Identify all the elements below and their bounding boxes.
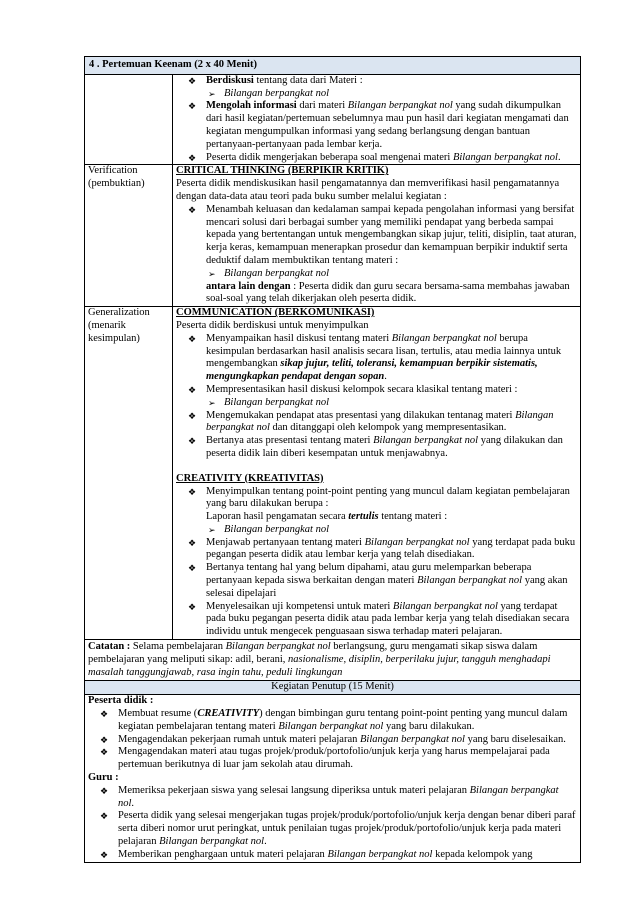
text-run: sikap jujur, teliti, toleransi, kemampuan berpikir sistematis, mengungkapkan pendapat dengan sopan bbox=[206, 358, 538, 383]
diamond-bullet-item bbox=[176, 562, 577, 600]
closing-header: Kegiatan Penutup (15 Menit) bbox=[85, 681, 581, 695]
text-run: Berdiskusi bbox=[206, 74, 254, 86]
text-run: Bilangan berpangkat nol bbox=[224, 87, 329, 99]
text-run: Mengagendakan pekerjaan rumah untuk materi pelajaran bbox=[118, 733, 360, 745]
diamond-bullet-item bbox=[88, 849, 577, 862]
text-run: Menyimpulkan tentang point-point penting yang muncul dalam kegiatan pembelajaran yang baru dilakukan berupa : bbox=[206, 485, 570, 510]
indented-paragraph bbox=[176, 511, 577, 524]
text-run: dan ditanggapi oleh kelompok yang mempresentasikan. bbox=[269, 422, 507, 434]
text-run: Bilangan berpangkat nol bbox=[225, 641, 331, 653]
text-run: Guru : bbox=[88, 772, 119, 784]
arrow-bullet-item bbox=[176, 397, 577, 410]
text-run: Mengagendakan materi atau tugas projek/produk/portofolio/unjuk kerja yang harus mempelajarai pada pertemuan berikutnya di luar jam sekolah atau dirumah. bbox=[118, 746, 550, 771]
text-run: Bilangan berpangkat nol bbox=[224, 396, 329, 408]
text-run: yang baru dilakukan. bbox=[383, 720, 475, 732]
diamond-bullet-item bbox=[88, 734, 577, 747]
arrow-bullet-item bbox=[176, 88, 577, 101]
text-run: yang terdapat pada buku pegangan peserta didik atau pada lembar kerja yang telah disediakan secara individu untuk mengecek penguasaan siswa terhadap materi pelajaran. bbox=[206, 600, 570, 638]
text-run: Memberikan penghargaan untuk materi pelajaran bbox=[118, 848, 328, 860]
text-run: CREATIVITY bbox=[197, 708, 260, 720]
diamond-bullet-item bbox=[176, 75, 577, 88]
text-run: Peserta didik mendiskusikan hasil pengamatannya dan memverifikasi hasil pengamatannya dengan data-data atau teori pada buku sumber melalui kegiatan : bbox=[176, 178, 560, 202]
meeting-header: 4 . Pertemuan Keenam (2 x 40 Menit) bbox=[85, 57, 581, 75]
verification-label: Verification (pembuktian) bbox=[85, 165, 173, 307]
text-run: yang baru diselesaikan. bbox=[464, 733, 566, 745]
text-run: . bbox=[384, 371, 387, 383]
generalization-list bbox=[176, 307, 577, 639]
arrow-bullet-item bbox=[176, 524, 577, 537]
text-run: Bilangan berpangkat nol bbox=[206, 409, 554, 434]
catatan-text bbox=[88, 641, 551, 678]
text-run: berupa kesimpulan berdasarkan hasil analisis secara lisan, tertulis, atau media lainnya untuk mengembangkan bbox=[206, 332, 562, 370]
paragraph bbox=[88, 695, 577, 708]
text-run: Menambah keluasan dan kedalaman sampai kepada pengolahan informasi yang bersifat mencari solusi dari berbagai sumber yang memiliki pendapat yang berbeda sampai kepada yang bertentangan untuk mengembangkan sikap jujur, teliti, disiplin, taat aturan, kerja keras, kemampuan menerapkan prosedur dan kemampuan berpikir induktif serta deduktif dalam membuktikan tentang materi : bbox=[206, 203, 577, 266]
text-run: yang terdapat pada buku pegangan peserta didik atau lembar kerja yang telah disediakan. bbox=[206, 536, 576, 561]
text-run: Menjawab pertanyaan tentang materi bbox=[206, 536, 365, 548]
text-run: Bilangan berpangkat nol bbox=[224, 523, 329, 535]
text-run: ) dengan bimbingan guru tentang point-point penting yang muncul dalam kegiatan pembelajaran tentang materi bbox=[118, 708, 568, 732]
paragraph bbox=[88, 772, 577, 785]
text-run: COMMUNICATION (BERKOMUNIKASI) bbox=[176, 307, 375, 319]
text-run: Peserta didik : bbox=[88, 695, 154, 707]
arrow-bullet-item bbox=[176, 268, 577, 281]
diamond-bullet-item bbox=[176, 152, 577, 165]
text-run: Peserta didik berdiskusi untuk menyimpulkan bbox=[176, 319, 369, 331]
lesson-table bbox=[84, 56, 581, 863]
text-run: Catatan : bbox=[88, 641, 131, 653]
text-run: Bilangan berpangkat nol bbox=[391, 332, 497, 344]
text-run: Mengolah informasi bbox=[206, 100, 297, 112]
text-run: Laporan hasil pengamatan secara bbox=[206, 511, 349, 523]
text-run: Bilangan berpangkat nol bbox=[417, 575, 523, 587]
text-run: Menyampaikan hasil diskusi tentang materi bbox=[206, 332, 392, 344]
diamond-bullet-item bbox=[176, 333, 577, 384]
diamond-bullet-item bbox=[176, 384, 577, 397]
text-run: Bilangan berpangkat nol bbox=[359, 733, 465, 745]
text-run: Membuat resume ( bbox=[118, 708, 198, 720]
text-run: Bilangan berpangkat nol bbox=[118, 784, 559, 809]
text-run: Peserta didik yang selesai mengerjakan tugas projek/produk/portofolio/unjuk kerja dengan benar diberi paraf serta diberi nomor urut peringkat, untuk penilaian tugas projek/produk/portofolio/unjuk kerja pada materi pelajaran bbox=[118, 810, 576, 848]
diamond-bullet-item bbox=[176, 537, 577, 563]
diamond-bullet-item bbox=[176, 100, 577, 151]
diamond-bullet-item bbox=[88, 810, 577, 848]
text-run: Bilangan berpangkat nol bbox=[347, 100, 453, 112]
text-run: Bilangan berpangkat nol bbox=[224, 267, 329, 279]
paragraph bbox=[176, 178, 577, 204]
text-run: Bilangan berpangkat nol bbox=[159, 836, 265, 848]
text-run: kepada kelompok yang bbox=[432, 848, 533, 860]
text-run: Bilangan berpangkat nol bbox=[278, 720, 384, 732]
text-run: Selama pembelajaran bbox=[130, 641, 226, 653]
text-run: . bbox=[264, 836, 267, 848]
text-run: yang dilakukan dan peserta didik lain diberi kesempatan untuk menjawabnya. bbox=[206, 435, 563, 459]
text-run: Bertanya atas presentasi tentang materi bbox=[206, 435, 374, 447]
verification-cell bbox=[173, 165, 581, 307]
generalization-label: Generalization (menarik kesimpulan) bbox=[85, 307, 173, 640]
paragraph bbox=[176, 165, 577, 178]
text-run: Bertanya tentang hal yang belum dipahami, atau guru melemparkan beberapa pertanyaan kepada siswa berkaitan dengan materi bbox=[206, 562, 532, 587]
paragraph bbox=[176, 307, 577, 320]
text-run: nasionalisme, disiplin, berperilaku jujur, tangguh menghadapi masalah tanggungjawab, rasa ingin tahu, peduli lingkungan bbox=[88, 653, 551, 678]
text-run: dari materi bbox=[296, 100, 348, 112]
text-run: berlangsung, guru mengamati sikap siswa dalam pembelajaran yang meliputi sikap: adil, berani, bbox=[88, 641, 538, 665]
text-run: . bbox=[131, 797, 135, 809]
text-run: tentang data dari Materi : bbox=[253, 74, 363, 86]
closing-cell bbox=[85, 695, 581, 862]
diamond-bullet-item bbox=[88, 708, 577, 734]
text-run: Bilangan berpangkat nol bbox=[364, 536, 470, 548]
diamond-bullet-item bbox=[176, 601, 577, 639]
text-run: CREATIVITY (KREATIVITAS) bbox=[176, 472, 324, 484]
text-run: Bilangan berpangkat nol bbox=[327, 848, 433, 860]
discussion-list bbox=[176, 75, 577, 165]
text-run: Bilangan berpangkat nol bbox=[452, 151, 558, 163]
text-run: Mempresentasikan hasil diskusi kelompok secara klasikal tentang materi : bbox=[206, 383, 518, 395]
text-run: Bilangan berpangkat nol bbox=[392, 600, 498, 612]
diamond-bullet-item bbox=[88, 785, 577, 811]
text-run: antara lain dengan bbox=[206, 280, 291, 292]
text-run: tertulis bbox=[348, 511, 379, 523]
lesson-plan-document bbox=[84, 56, 581, 863]
text-run: yang akan selesai dipelajari bbox=[206, 575, 568, 599]
empty-label-cell bbox=[85, 74, 173, 165]
generalization-cell bbox=[173, 307, 581, 640]
text-run: Memeriksa pekerjaan siswa yang selesai langsung diperiksa untuk materi pelajaran bbox=[118, 784, 470, 796]
diamond-bullet-item bbox=[176, 435, 577, 461]
spacer bbox=[176, 461, 577, 473]
closing-list bbox=[88, 695, 577, 861]
verification-list bbox=[176, 165, 577, 306]
text-run: tentang materi : bbox=[378, 511, 448, 523]
paragraph bbox=[176, 320, 577, 333]
text-run: : Peserta didik dan guru secara bersama-sama membahas jawaban soal-soal yang telah dikerjakan oleh peserta didik. bbox=[206, 280, 570, 305]
diamond-bullet-item bbox=[176, 204, 577, 268]
diamond-bullet-item bbox=[88, 746, 577, 772]
paragraph bbox=[176, 473, 577, 486]
diamond-bullet-item bbox=[176, 410, 577, 436]
discussion-cell bbox=[173, 74, 581, 165]
text-run: Bilangan berpangkat nol bbox=[373, 435, 479, 447]
text-run: Menyelesaikan uji kompetensi untuk materi bbox=[206, 600, 393, 612]
text-run: . bbox=[557, 151, 561, 163]
text-run: Mengemukakan pendapat atas presentasi yang dilakukan tentanag materi bbox=[206, 409, 516, 421]
text-run: yang sudah dikumpulkan dari hasil kegiatan/pertemuan sebelumnya mau pun hasil dari kegiatan mengamati dan kegiatan mengumpulkan informasi yang sedang berlangsung dengan bantuan pertanyaan-pertanyaan pada lembar kerja. bbox=[206, 100, 569, 150]
text-run: CRITICAL THINKING (BERPIKIR KRITIK) bbox=[176, 165, 389, 177]
catatan-note bbox=[85, 640, 581, 681]
text-run: Peserta didik mengerjakan beberapa soal mengenai materi bbox=[206, 151, 453, 163]
indented-paragraph bbox=[176, 281, 577, 307]
diamond-bullet-item bbox=[176, 486, 577, 512]
